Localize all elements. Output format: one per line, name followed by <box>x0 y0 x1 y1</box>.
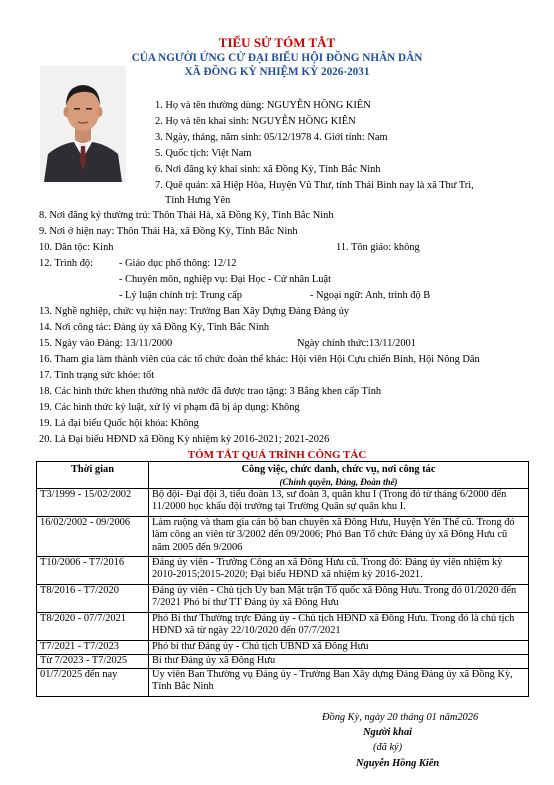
item-hometown: 7. Quê quán: xã Hiệp Hòa, Huyện Vũ Thư, tỉnh Thái Bình nay là xã Thư Trì, <box>155 180 474 191</box>
item-education-general: - Giáo dục phổ thông: 12/12 <box>119 258 237 269</box>
item-common-name: 1. Họ và tên thường dùng: NGUYỄN HỒNG KIÊN <box>155 100 371 111</box>
item-party-date: 15. Ngày vào Đảng: 13/11/2000 <box>39 338 173 349</box>
item-education-language: - Ngoại ngữ: Anh, trình độ B <box>310 290 431 301</box>
row-time: 01/7/2025 đến nay <box>37 668 149 696</box>
signature-signed: (đã ký) <box>373 742 403 753</box>
row-description: Bí thư Đảng ủy xã Đông Hưu <box>149 654 529 668</box>
item-birth-name: 2. Họ và tên khai sinh: NGUYỄN HỒNG KIÊN <box>155 116 356 127</box>
title-line-2: XÃ ĐỒNG KỲ NHIỆM KỲ 2026-2031 <box>184 66 370 78</box>
document-title: TIỂU SỬ TÓM TẮT <box>218 35 336 50</box>
item-organizations: 16. Tham gia làm thành viên của các tổ chức đoàn thể khác: Hội viên Hội Cựu chiến Binh, Hội Nông Dân <box>39 354 480 365</box>
table-row <box>37 612 529 640</box>
item-national-assembly: 19. Là đại biểu Quốc hội khóa: Không <box>39 418 199 429</box>
column-header-description-label: Công việc, chức danh, chức vụ, nơi công tác <box>241 464 436 475</box>
row-time: Từ 7/2023 - T7/2025 <box>37 654 149 668</box>
column-header-description-sub: (Chính quyền, Đảng, Đoàn thể) <box>279 476 398 487</box>
row-description: Làm ruộng và tham gia cán bộ ban chuyên xã Đông Hưu, Huyện Yên Thế cũ. Trong đó làm công an viên từ 3/2002 đến 09/2006; Phó Ban Tổ chức Đảng ủy xã Đông Hưu cũ năm 2005 đến 9/2006 <box>149 516 529 556</box>
row-description: Đảng ủy viên - Trưởng Công an xã Đông Hưu cũ. Trong đó: Đảng ủy viên nhiệm kỳ 2010-2015;2015-2020; Đại biểu HĐND xã nhiệm kỳ 2016-2021. <box>149 556 529 584</box>
item-birth-date-gender: 3. Ngày, tháng, năm sinh: 05/12/1978 4. Giới tính: Nam <box>155 132 388 143</box>
item-occupation: 13. Nghề nghiệp, chức vụ hiện nay: Trưởng Ban Xây Dựng Đảng Đảng ủy <box>39 306 350 317</box>
item-awards: 18. Các hình thức khen thưởng nhà nước đã được trao tặng: 3 Bằng khen cấp Tỉnh <box>39 386 382 397</box>
row-time: T8/2020 - 07/7/2021 <box>37 612 149 640</box>
item-health: 17. Tình trạng sức khỏe: tốt <box>39 370 155 381</box>
item-nationality: 5. Quốc tịch: Việt Nam <box>155 148 252 159</box>
title-line-1: CỦA NGƯỜI ỨNG CỬ ĐẠI BIỂU HỘI ĐỒNG NHÂN DÂN <box>131 52 423 64</box>
item-birth-registration: 6. Nơi đăng ký khai sinh: xã Đồng Kỳ, Tỉnh Bắc Ninh <box>155 164 381 175</box>
item-education-political: - Lý luận chính trị: Trung cấp <box>119 290 242 301</box>
row-time: T10/2006 - T7/2016 <box>37 556 149 584</box>
signature-name: Nguyễn Hồng Kiên <box>356 758 440 769</box>
table-row <box>37 668 529 696</box>
item-discipline: 19. Các hình thức kỷ luật, xử lý vi phạm đã bị áp dụng: Không <box>39 402 300 413</box>
column-header-description <box>149 462 529 489</box>
row-description: Đảng ủy viên - Chủ tịch Ủy ban Mặt trận Tổ quốc xã Đông Hưu. Trong đó 01/2020 đến 7/2021 Phó bí thư TT Đảng ủy xã Đông Hưu <box>149 584 529 612</box>
item-council-delegate: 20. Là Đại biểu HĐND xã Đồng Kỳ nhiệm kỳ 2016-2021; 2021-2026 <box>39 434 330 445</box>
item-education: 12. Trình độ: <box>39 258 93 269</box>
table-row <box>37 584 529 612</box>
row-description: Phó Bí thư Thường trực Đảng ủy - Chủ tịch HĐND xã Đông Hưu. Trong đó là chủ tịch HĐND xã từ ngày 22/10/2020 đến 07/7/2021 <box>149 612 529 640</box>
table-row <box>37 640 529 654</box>
work-history-table <box>36 461 529 697</box>
table-row <box>37 516 529 556</box>
table-row <box>37 556 529 584</box>
table-row <box>37 654 529 668</box>
row-description: Phó bí thư Đảng ủy - Chủ tịch UBND xã Đông Hưu <box>149 640 529 654</box>
item-party-official-date: Ngày chính thức:13/11/2001 <box>297 338 416 349</box>
work-history-title: TÓM TẮT QUÁ TRÌNH CÔNG TÁC <box>187 449 367 461</box>
portrait-photo <box>40 66 126 182</box>
signature-role: Người khai <box>363 727 413 738</box>
signature-date: Đồng Kỳ, ngày 20 tháng 01 năm2026 <box>322 712 479 723</box>
item-religion: 11. Tôn giáo: không <box>336 242 420 253</box>
item-education-professional: - Chuyên môn, nghiệp vụ: Đại Học - Cử nhân Luật <box>119 274 331 285</box>
column-header-time: Thời gian <box>37 462 149 489</box>
item-workplace: 14. Nơi công tác: Đảng ủy xã Đồng Kỳ, Tỉnh Bắc Ninh <box>39 322 270 333</box>
portrait-illustration <box>40 66 126 182</box>
row-time: T8/2016 - T7/2020 <box>37 584 149 612</box>
row-time: 16/02/2002 - 09/2006 <box>37 516 149 556</box>
item-current-residence: 9. Nơi ở hiện nay: Thôn Thái Hà, xã Đồng Kỳ, Tỉnh Bắc Ninh <box>39 226 298 237</box>
row-description: Bộ đội- Đại đội 3, tiểu đoàn 13, sư đoàn 3, quân khu I (Trong đó từ tháng 6/2000 đến 11/2000 học khẩu đội trưởng tại Trường Quân sự quân khu I. <box>149 488 529 516</box>
item-ethnicity: 10. Dân tộc: Kinh <box>39 242 114 253</box>
table-row <box>37 488 529 516</box>
item-hometown-cont: Tỉnh Hưng Yên <box>165 195 231 206</box>
row-description: Ủy viên Ban Thường vụ Đảng ủy - Trưởng Ban Xây dựng Đảng Đảng ủy xã Đồng Kỳ, Tỉnh Bắc Ninh <box>149 668 529 696</box>
row-time: T7/2021 - T7/2023 <box>37 640 149 654</box>
row-time: T3/1999 - 15/02/2002 <box>37 488 149 516</box>
item-permanent-residence: 8. Nơi đăng ký thường trú: Thôn Thái Hà, xã Đồng Kỳ, Tỉnh Bắc Ninh <box>39 210 334 221</box>
